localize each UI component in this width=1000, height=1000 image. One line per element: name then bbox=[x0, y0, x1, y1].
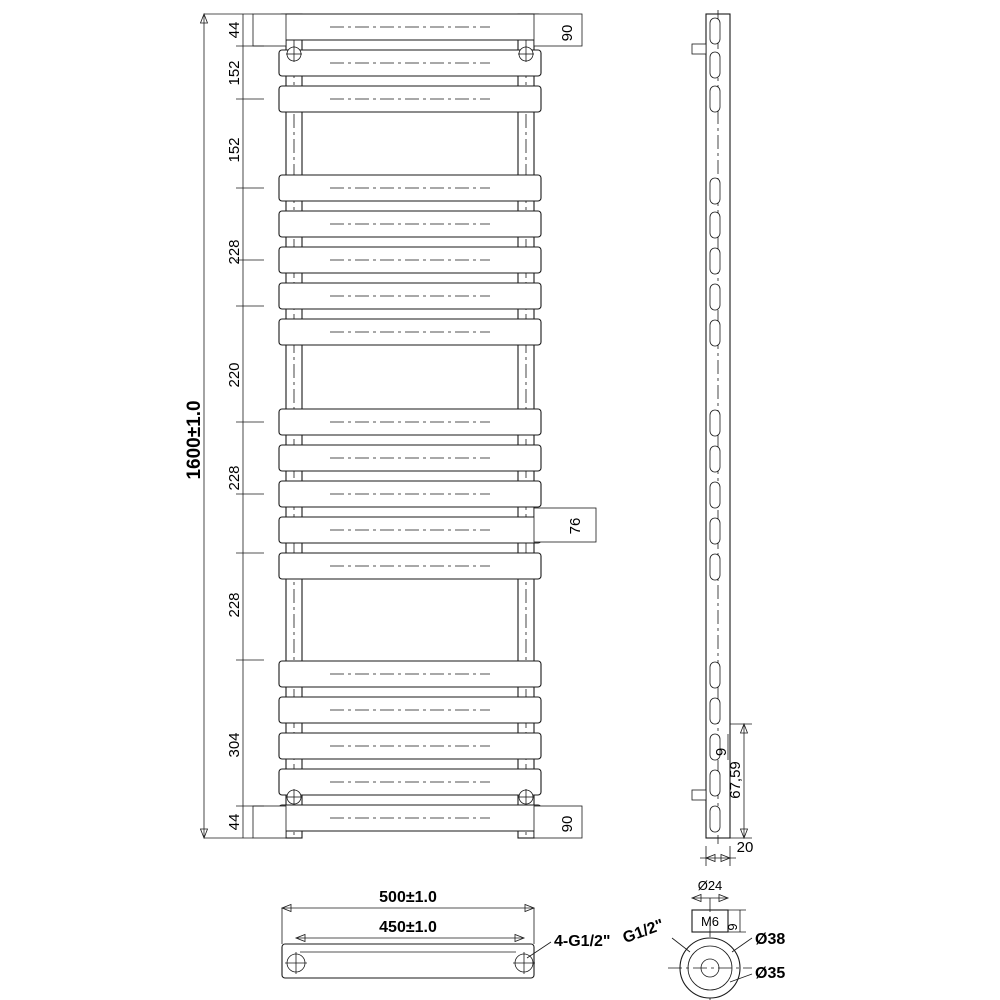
dim-detail-height-label: 9 bbox=[725, 923, 740, 931]
label-connection: 4-G1/2" bbox=[554, 933, 611, 950]
label-inner-dia: Ø35 bbox=[755, 965, 786, 982]
dim-spacing-4-label: 220 bbox=[226, 362, 243, 388]
rail-slot bbox=[710, 284, 720, 310]
rail-slot bbox=[710, 518, 720, 544]
bracket-plate-top-left bbox=[253, 14, 286, 46]
rail-slot bbox=[710, 698, 720, 724]
rail-slot bbox=[710, 212, 720, 238]
rail-slot bbox=[710, 770, 720, 796]
side-bracket-bottom bbox=[692, 790, 706, 800]
leader-line-inlet bbox=[672, 938, 690, 952]
dim-bottom-offset-label: 44 bbox=[226, 813, 243, 831]
label-inlet: G1/2" bbox=[620, 916, 667, 947]
side-bracket-top bbox=[692, 44, 706, 54]
rail-slot bbox=[710, 482, 720, 508]
connector-detail-view bbox=[621, 878, 786, 1000]
rail-group-second bbox=[279, 175, 541, 345]
rail-slot bbox=[710, 18, 720, 44]
rail-group-bottom bbox=[279, 661, 541, 831]
plan-body bbox=[282, 944, 534, 978]
dim-mid-bracket-label: 76 bbox=[567, 517, 584, 535]
dim-spacing-7-label: 304 bbox=[226, 732, 243, 758]
dim-centre-width-label: 450±1.0 bbox=[379, 919, 437, 936]
dim-top-dia-label: Ø24 bbox=[697, 878, 723, 893]
label-thread: M6 bbox=[700, 914, 720, 929]
rail-slot bbox=[710, 320, 720, 346]
rail-slot bbox=[710, 86, 720, 112]
dim-spacing-5-label: 228 bbox=[226, 465, 243, 491]
rail-slot bbox=[710, 248, 720, 274]
rail-slot bbox=[710, 52, 720, 78]
bracket-plate-mid-right bbox=[534, 508, 596, 542]
dim-rail-thickness-label: 9 bbox=[713, 747, 730, 757]
dim-bottom-bracket-label: 90 bbox=[559, 815, 576, 833]
side-elevation-view bbox=[692, 10, 753, 866]
front-elevation-view bbox=[253, 14, 596, 838]
dim-top-bracket-label: 90 bbox=[559, 24, 576, 42]
dim-spacing-2-label: 152 bbox=[226, 137, 243, 163]
rail-slot bbox=[710, 806, 720, 832]
rail-slot bbox=[710, 446, 720, 472]
rail-slot bbox=[710, 554, 720, 580]
dim-top-offset-label: 44 bbox=[226, 21, 243, 39]
dim-spacing-1-label: 152 bbox=[226, 60, 243, 86]
rail-slot bbox=[710, 662, 720, 688]
dim-overall-height-label: 1600±1.0 bbox=[184, 400, 205, 480]
dim-side-depth-label: 67,59 bbox=[727, 761, 744, 799]
leader-line-outer-dia bbox=[732, 938, 752, 952]
dim-overall-width-label: 500±1.0 bbox=[379, 889, 437, 906]
bracket-plate-bottom-left bbox=[253, 806, 286, 838]
dim-spacing-3-label: 228 bbox=[226, 239, 243, 265]
dim-base-depth-label: 20 bbox=[736, 839, 754, 856]
rail-group-third bbox=[279, 409, 541, 579]
bottom-plan-view bbox=[282, 889, 611, 978]
label-outer-dia: Ø38 bbox=[755, 931, 786, 948]
dim-spacing-6-label: 228 bbox=[226, 592, 243, 618]
rail-slot bbox=[710, 178, 720, 204]
rail-group-top bbox=[279, 14, 541, 112]
rail-slot bbox=[710, 410, 720, 436]
